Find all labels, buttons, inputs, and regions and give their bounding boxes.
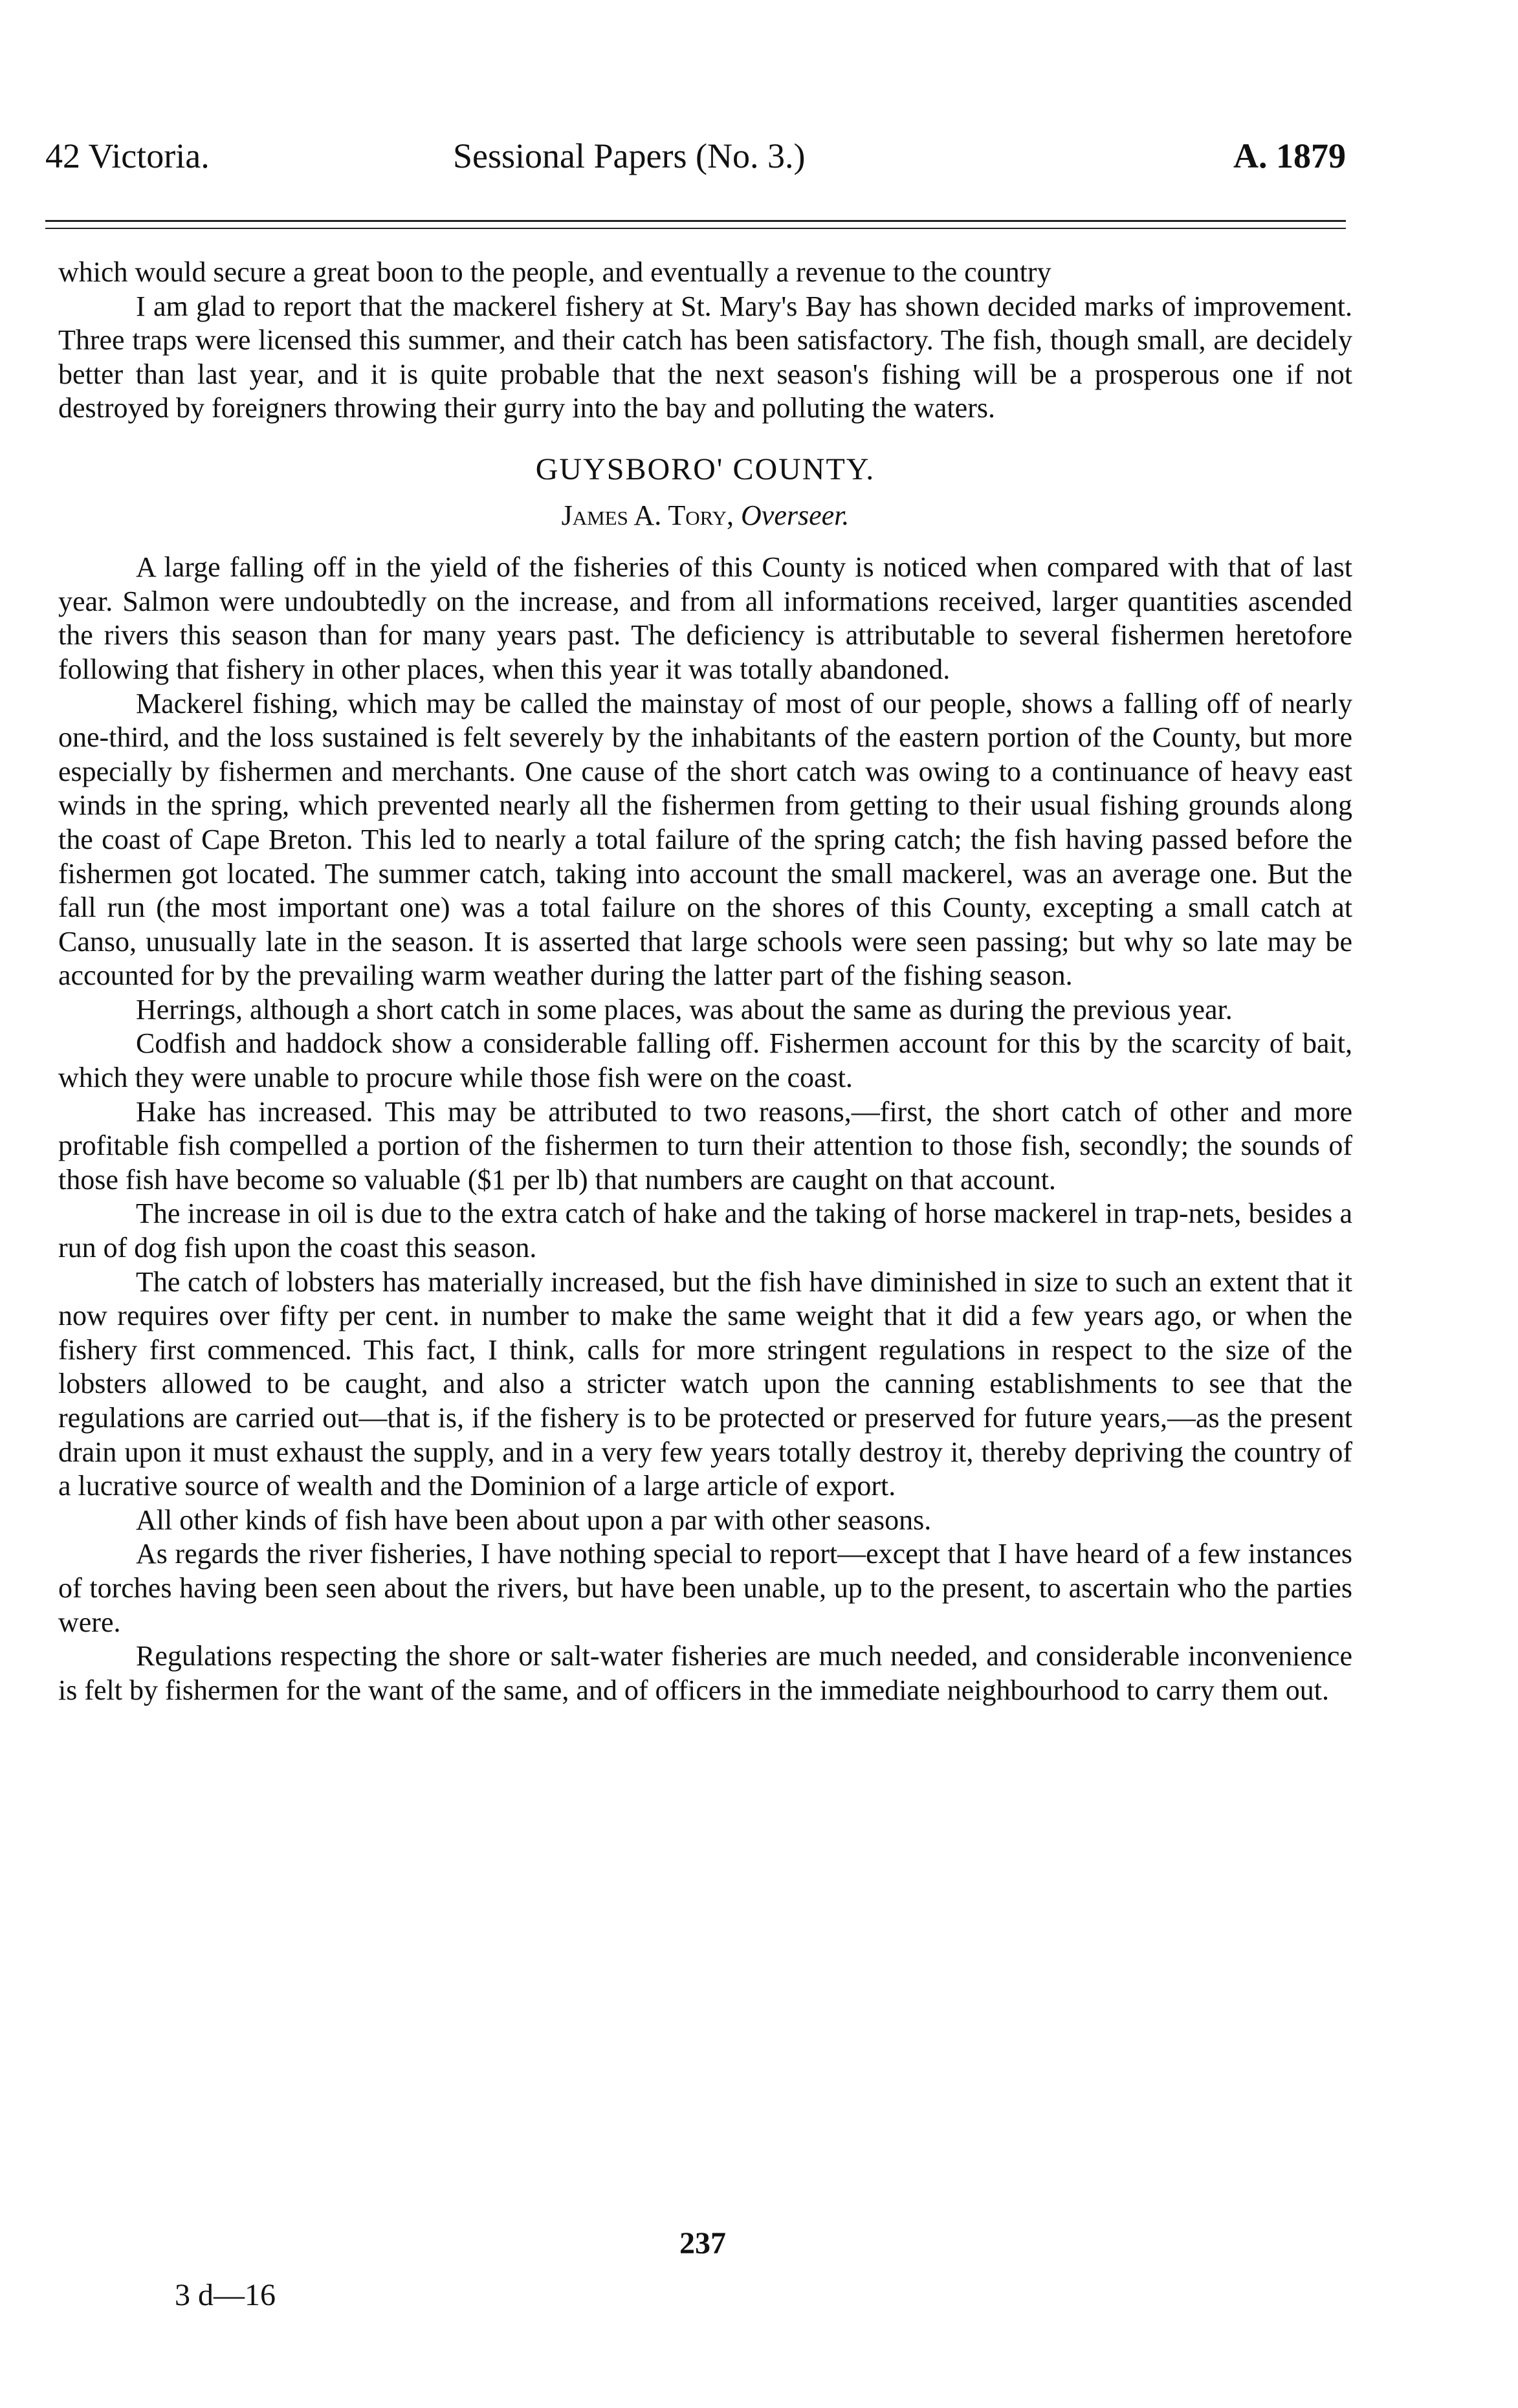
section-title: GUYSBORO' COUNTY.: [535, 452, 875, 487]
page-body: [58, 256, 1352, 1707]
paragraph-regulations: Regulations respecting the shore or salt-water fisheries are much needed, and considerable inconvenience is felt by fishermen for the want of the same, and of officers in the immediate neighbourhood to carry them out.: [58, 1640, 1352, 1706]
byline-name: James A. Tory,: [561, 499, 734, 531]
header-title: Sessional Papers (No. 3.): [453, 137, 806, 175]
byline: [58, 499, 1352, 533]
running-header: [45, 136, 1346, 188]
paragraph-river-fisheries: As regards the river fisheries, I have nothing special to report—except that I have heard of a few instances of torches having been seen about the rivers, but have been unable, up to the present, to ascertain who the parties were.: [58, 1538, 1352, 1638]
printer-signature: 3 d—16: [175, 2278, 276, 2312]
page-number: 237: [679, 2226, 726, 2260]
byline-role: Overseer.: [741, 499, 850, 531]
paragraph-oil: The increase in oil is due to the extra catch of hake and the taking of horse mackerel in trap-nets, besides a run of dog fish upon the coast this season.: [58, 1198, 1352, 1264]
header-rule-top: [45, 220, 1346, 222]
header-rule-bottom: [45, 228, 1346, 229]
paragraph-codfish: Codfish and haddock show a considerable falling off. Fishermen account for this by the scarcity of bait, which they were unable to procure while those fish were on the coast.: [58, 1027, 1352, 1094]
paragraph-st-marys-bay: I am glad to report that the mackerel fishery at St. Mary's Bay has shown decided marks of improvement. Three traps were licensed this summer, and their catch has been satisfactory. The fish, though small, are decidely better than last year, and it is quite probable that the next season's fishing will be a prosperous one if not destroyed by foreigners throwing their gurry into the bay and polluting the waters.: [58, 290, 1352, 424]
paragraph-herrings: Herrings, although a short catch in some places, was about the same as during the previous year.: [136, 993, 1233, 1025]
paragraph-hake: Hake has increased. This may be attributed to two reasons,—first, the short catch of other and more profitable fish compelled a portion of the fishermen to turn their attention to those fish, secondly; the sounds of those fish have become so valuable ($1 per lb) that numbers are caught on that account.: [58, 1095, 1352, 1196]
paragraph-other-fish: All other kinds of fish have been about upon a par with other seasons.: [136, 1504, 932, 1536]
paragraph-lobsters: The catch of lobsters has materially increased, but the fish have diminished in size to such an extent that it now requires over fifty per cent. in number to make the same weight that it did a few years ago, or when the fishery first commenced. This fact, I think, calls for more stringent regulations in respect to the size of the lobsters allowed to be caught, and also a stricter watch upon the canning establishments to see that the regulations are carried out—that is, if the fishery is to be protected or preserved for future years,—as the present drain upon it must exhaust the supply, and in a very few years totally destroy it, thereby depriving the country of a lucrative source of wealth and the Dominion of a large article of export.: [58, 1265, 1352, 1502]
paragraph-mackerel: Mackerel fishing, which may be called the mainstay of most of our people, shows a falling off of nearly one-third, and the loss sustained is felt severely by the inhabitants of the eastern portion of the County, but more especially by fishermen and merchants. One cause of the short catch was owing to a continuance of heavy east winds in the spring, which prevented nearly all the fishermen from getting to their usual fishing grounds along the coast of Cape Breton. This led to nearly a total failure of the spring catch; the fish having passed before the fishermen got located. The summer catch, taking into account the small mackerel, was an average one. But the fall run (the most important one) was a total failure on the shores of this County, excepting a small catch at Canso, unusually late in the season. It is asserted that large schools were seen passing; but why so late may be accounted for by the prevailing warm weather during the latter part of the fishing season.: [58, 687, 1352, 992]
header-volume: 42 Victoria.: [45, 137, 210, 175]
paragraph-salmon: A large falling off in the yield of the fisheries of this County is noticed when compared with that of last year. Salmon were undoubtedly on the increase, and from all informations received, larger quantities ascended the rivers this season than for many years past. The deficiency is attributable to several fishermen heretofore following that fishery in other places, when this year it was totally abandoned.: [58, 551, 1352, 685]
paragraph-continued: which would secure a great boon to the people, and eventually a revenue to the country: [58, 256, 1051, 288]
header-year: A. 1879: [1233, 137, 1346, 175]
